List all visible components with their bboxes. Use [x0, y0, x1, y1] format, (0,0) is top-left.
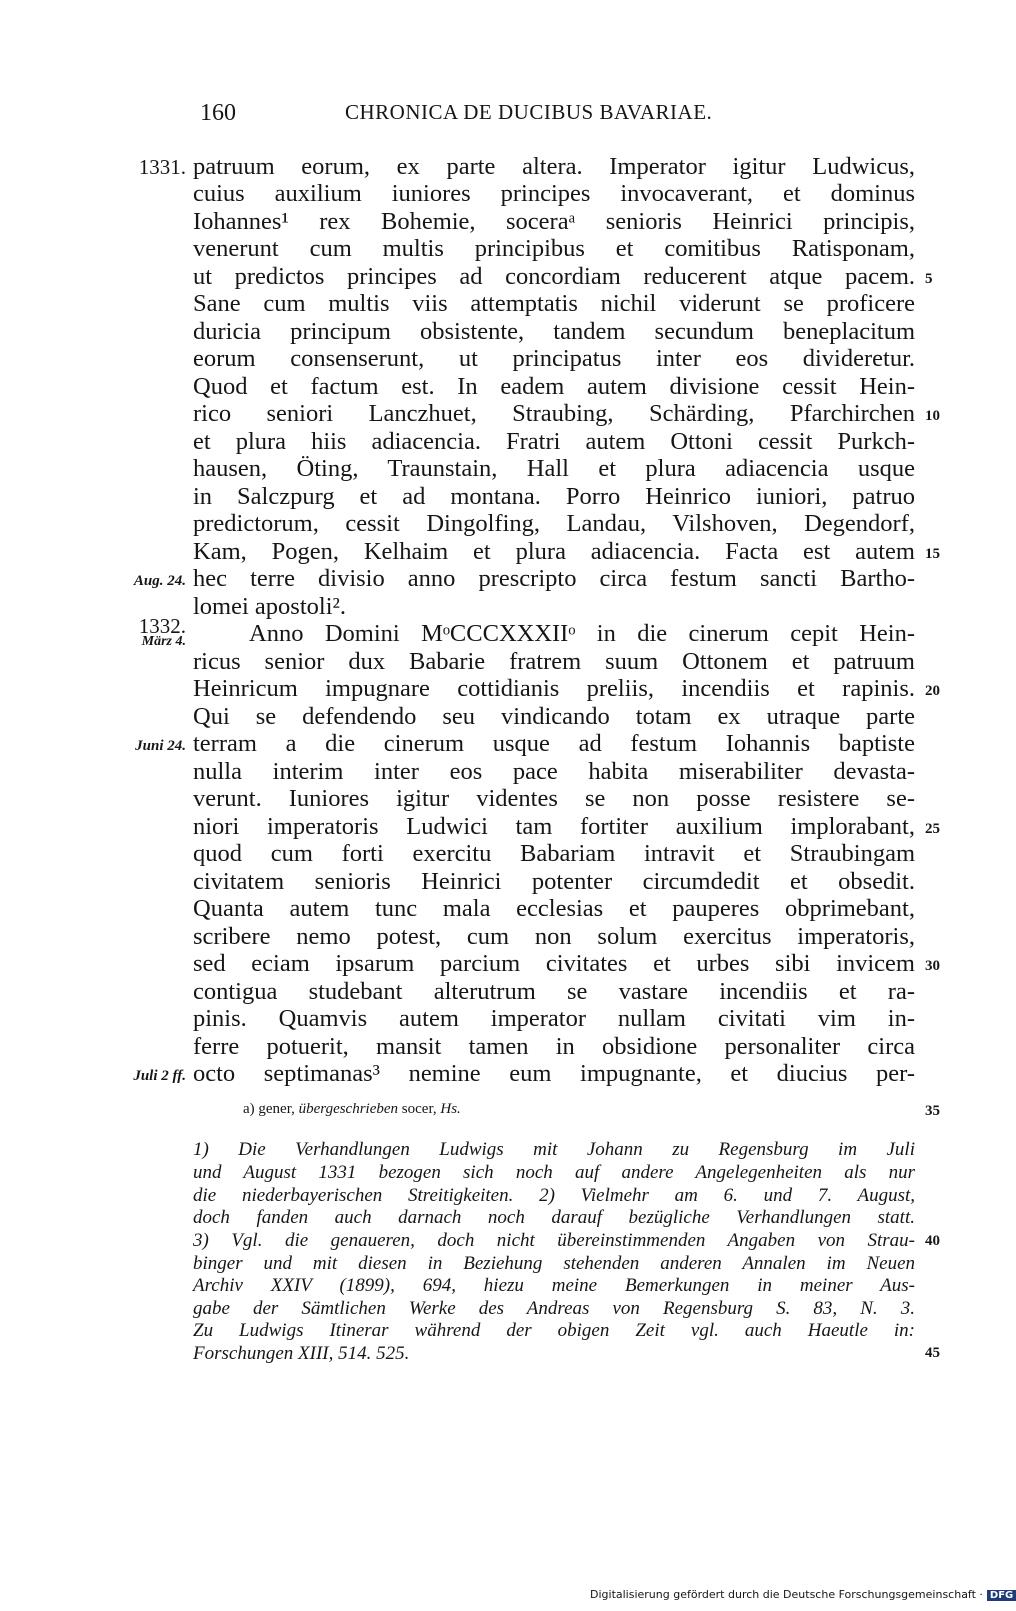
text-line-27: civitatem senioris Heinrici potenter circumdedit et obsedit. — [193, 868, 915, 895]
footnote-line-7: Archiv XXIV (1899), 694, hiezu meine Bemerkungen in meiner Aus- — [193, 1275, 915, 1296]
text-line-17: lomei apostoli². — [193, 593, 346, 620]
page-number: 160 — [200, 100, 236, 126]
text-line-24: verunt. Iuniores igitur videntes se non posse resistere se- — [193, 785, 915, 812]
text-line-28: Quanta autem tunc mala ecclesias et pauperes obprimebant, — [193, 895, 915, 922]
line-number-30: 30 — [925, 958, 940, 974]
digitization-footer — [590, 1588, 1016, 1601]
footnote-line-2: und August 1331 bezogen sich noch auf andere Angelegenheiten als nur — [193, 1162, 915, 1183]
line-number-25: 25 — [925, 821, 940, 837]
text-line-22: terram a die cinerum usque ad festum Iohannis baptiste — [193, 730, 915, 757]
footnote-a-siglum: Hs. — [440, 1101, 461, 1117]
line-number-45: 45 — [925, 1345, 940, 1361]
line-number-10: 10 — [925, 408, 940, 424]
margin-date-maerz: März 4. — [141, 634, 186, 649]
text-line-16: hec terre divisio anno prescripto circa festum sancti Bartho- — [193, 565, 915, 592]
text-line-11: et plura hiis adiacencia. Fratri autem Ottoni cessit Purkch- — [193, 428, 915, 455]
footnote-a-italic: übergeschrieben — [298, 1101, 399, 1117]
text-line-18: Anno Domini MᵒCCCXXXIIᵒ in die cinerum cepit Hein- — [249, 620, 915, 647]
text-line-34: octo septimanas³ nemine eum impugnante, et diucius per- — [193, 1060, 915, 1087]
text-line-25: niori imperatoris Ludwici tam fortiter auxilium implorabant, — [193, 813, 915, 840]
text-line-7: duricia principum obsistente, tandem secundum beneplacitum — [193, 318, 915, 345]
text-line-29: scribere nemo potest, cum non solum exercitus imperatoris, — [193, 923, 915, 950]
text-line-14: predictorum, cessit Dingolfing, Landau, Vilshoven, Degendorf, — [193, 510, 915, 537]
dfg-logo: DFG — [987, 1590, 1016, 1601]
footnote-line-4: doch fanden auch darnach noch darauf bezügliche Verhandlungen statt. — [193, 1207, 915, 1228]
text-line-26: quod cum forti exercitu Babariam intravit et Straubingam — [193, 840, 915, 867]
text-line-10: rico seniori Lanczhuet, Straubing, Schärding, Pfarchirchen — [193, 400, 915, 427]
footnote-line-10: Forschungen XIII, 514. 525. — [193, 1343, 410, 1364]
text-line-12: hausen, Öting, Traunstain, Hall et plura adiacencia usque — [193, 455, 915, 482]
line-number-20: 20 — [925, 683, 940, 699]
text-line-20: Heinricum impugnare cottidianis preliis, incendiis et rapinis. — [193, 675, 915, 702]
footnote-line-5: 3) Vgl. die genaueren, doch nicht übereinstimmenden Angaben von Strau- — [193, 1230, 915, 1251]
text-line-8: eorum consenserunt, ut principatus inter eos divideretur. — [193, 345, 915, 372]
footnote-line-9: Zu Ludwigs Itinerar während der obigen Zeit vgl. auch Haeutle in: — [193, 1320, 915, 1341]
page-header — [200, 100, 920, 132]
footnote-a — [243, 1101, 461, 1118]
running-title: CHRONICA DE DUCIBUS BAVARIAE. — [345, 100, 713, 124]
footnote-line-1: 1) Die Verhandlungen Ludwigs mit Johann zu Regensburg im Juli — [193, 1139, 915, 1160]
text-line-13: in Salczpurg et ad montana. Porro Heinrico iuniori, patruo — [193, 483, 915, 510]
margin-year-1332: 1332. — [138, 614, 186, 638]
text-line-5: ut predictos principes ad concordiam reducerent atque pacem. — [193, 263, 915, 290]
text-line-4: venerunt cum multis principibus et comitibus Ratisponam, — [193, 235, 915, 262]
text-line-6: Sane cum multis viis attemptatis nichil viderunt se proficere — [193, 290, 915, 317]
text-line-9: Quod et factum est. In eadem autem divisione cessit Hein- — [193, 373, 915, 400]
footnote-line-3: die niederbayerischen Streitigkeiten. 2) Vielmehr am 6. und 7. August, — [193, 1185, 915, 1206]
line-number-40: 40 — [925, 1233, 940, 1249]
text-line-15: Kam, Pogen, Kelhaim et plura adiacencia. Facta est autem — [193, 538, 915, 565]
margin-year-1331: 1331. — [138, 155, 186, 179]
line-number-35: 35 — [925, 1103, 940, 1119]
text-line-32: pinis. Quamvis autem imperator nullam civitati vim in- — [193, 1005, 915, 1032]
margin-date-juni: Juni 24. — [135, 738, 186, 754]
text-line-33: ferre potuerit, mansit tamen in obsidione personaliter circa — [193, 1033, 915, 1060]
line-number-5: 5 — [925, 271, 933, 287]
footnote-line-6: binger und mit diesen in Beziehung stehenden anderen Annalen im Neuen — [193, 1253, 915, 1274]
footnote-line-8: gabe der Sämtlichen Werke des Andreas von Regensburg S. 83, N. 3. — [193, 1298, 915, 1319]
footnote-a-prefix: a) gener, — [243, 1101, 295, 1117]
margin-date-aug: Aug. 24. — [133, 573, 186, 589]
footer-text: Digitalisierung gefördert durch die Deutsche Forschungsgemeinschaft · — [590, 1588, 983, 1601]
line-number-15: 15 — [925, 546, 940, 562]
text-line-31: contigua studebant alterutrum se vastare incendiis et ra- — [193, 978, 915, 1005]
text-line-3: Iohannes¹ rex Bohemie, soceraᵃ senioris Heinrici principis, — [193, 208, 915, 235]
text-line-30: sed eciam ipsarum parcium civitates et urbes sibi invicem — [193, 950, 915, 977]
text-line-21: Qui se defendendo seu vindicando totam ex utraque parte — [193, 703, 915, 730]
text-line-19: ricus senior dux Babarie fratrem suum Ottonem et patruum — [193, 648, 915, 675]
text-line-23: nulla interim inter eos pace habita miserabiliter devasta- — [193, 758, 915, 785]
footnote-a-middle: socer, — [401, 1101, 437, 1117]
text-line-1: patruum eorum, ex parte altera. Imperator igitur Ludwicus, — [193, 153, 915, 180]
margin-date-1332 — [104, 614, 186, 650]
text-line-2: cuius auxilium iuniores principes invocaverant, et dominus — [193, 180, 915, 207]
margin-date-juli: Juli 2 ff. — [133, 1068, 186, 1084]
